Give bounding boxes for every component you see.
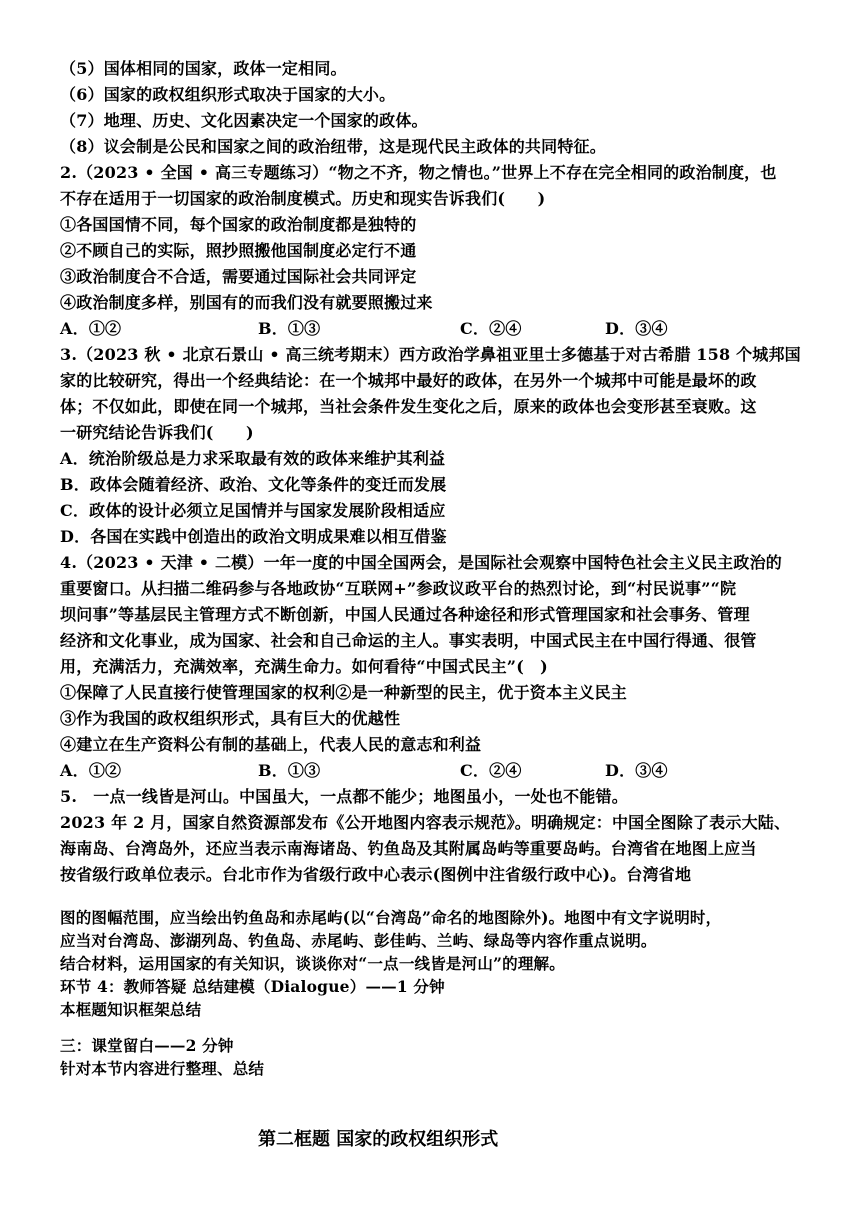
q5-line-6: 应当对台湾岛、澎湖列岛、钓鱼岛、赤尾屿、彭佳屿、兰屿、绿岛等内容作重点说明。: [60, 931, 657, 950]
q5-line-7: 结合材料，运用国家的有关知识，谈谈你对“一点一线皆是河山”的理解。: [60, 954, 565, 973]
link-4-section: [60, 975, 810, 1021]
q4-item-1-2: ①保障了人民直接行使管理国家的权利②是一种新型的民主，优于资本主义民主: [60, 683, 628, 702]
statement-5: （5）国体相同的国家，政体一定相同。: [60, 59, 347, 78]
q5-line-2: 2023 年 2 月，国家自然资源部发布《公开地图内容表示规范》。明确规定：中国全图除了表示大陆、: [60, 813, 791, 832]
q2-stem-line-1: 2.（2023 • 全国 • 高三专题练习）“物之不齐，物之情也。”世界上不存在完全相同的政治制度，也: [60, 163, 777, 182]
q2-option-c: C．②④: [460, 319, 522, 338]
q2-options: [60, 316, 810, 342]
q3-option-b: B．政体会随着经济、政治、文化等条件的变迁而发展: [60, 475, 447, 494]
statement-list: [60, 56, 810, 160]
q4-stem-line-2: 重要窗口。从扫描二维码参与各地政协“互联网+”参政议政平台的热烈讨论，到“村民说事”“院: [60, 579, 737, 598]
q4-option-b: B．①③: [258, 761, 321, 780]
statement-8: （8）议会制是公民和国家之间的政治纽带，这是现代民主政体的共同特征。: [60, 137, 606, 156]
q3-stem-line-4: 一研究结论告诉我们( ): [60, 423, 254, 442]
question-5: [60, 784, 810, 975]
question-3: [60, 342, 810, 550]
q2-item-1: ①各国国情不同，每个国家的政治制度都是独特的: [60, 215, 417, 234]
q5-line-3: 海南岛、台湾岛外，还应当表示南海诸岛、钓鱼岛及其附属岛屿等重要岛屿。台湾省在地图上应当: [60, 839, 757, 858]
q5-line-1: 5. 一点一线皆是河山。中国虽大，一点都不能少；地图虽小，一处也不能错。: [60, 787, 628, 806]
q4-stem-line-5: 用，充满活力，充满效率，充满生命力。如何看待“中国式民主”( ): [60, 657, 548, 676]
document-page: [60, 56, 810, 1080]
q4-option-c: C．②④: [460, 761, 522, 780]
q3-stem-line-3: 体；不仅如此，即使在同一个城邦，当社会条件发生变化之后，原来的政体也会变形甚至衰败。这: [60, 397, 757, 416]
statement-7: （7）地理、历史、文化因素决定一个国家的政体。: [60, 111, 428, 130]
part-3-section: [60, 1034, 810, 1080]
q4-stem-line-1: 4.（2023 • 天津 • 二模）一年一度的中国全国两会，是国际社会观察中国特色社会主义民主政治的: [60, 553, 782, 572]
q3-stem-line-1: 3.（2023 秋 • 北京石景山 • 高三统考期末）西方政治学鼻祖亚里士多德基于对古希腊 158 个城邦国: [60, 345, 801, 364]
q4-item-4: ④建立在生产资料公有制的基础上，代表人民的意志和利益: [60, 735, 482, 754]
q3-stem-line-2: 家的比较研究，得出一个经典结论：在一个城邦中最好的政体，在另外一个城邦中可能是最坏的政: [60, 371, 757, 390]
q5-line-5: 图的图幅范围，应当绘出钓鱼岛和赤尾屿(以“台湾岛”命名的地图除外)。地图中有文字说明时，: [60, 908, 722, 927]
q4-item-3: ③作为我国的政权组织形式，具有巨大的优越性: [60, 709, 401, 728]
part-3-sub: 针对本节内容进行整理、总结: [60, 1059, 265, 1078]
q2-stem-line-2: 不存在适用于一切国家的政治制度模式。历史和现实告诉我们( ): [60, 189, 546, 208]
q5-gap: [60, 888, 810, 906]
q2-option-b: B．①③: [258, 319, 321, 338]
q4-option-a: A．①②: [60, 761, 122, 780]
q4-stem-line-3: 坝问事”等基层民主管理方式不断创新，中国人民通过各种途径和形式管理国家和社会事务、管理: [60, 605, 750, 624]
statement-6: （6）国家的政权组织形式取决于国家的大小。: [60, 85, 396, 104]
q2-option-d: D．③④: [605, 319, 668, 338]
q2-option-a: A．①②: [60, 319, 122, 338]
link-4-sub: 本框题知识框架总结: [60, 1000, 202, 1019]
link-4-title: 环节 4：教师答疑 总结建模（Dialogue）——1 分钟: [60, 977, 445, 996]
q2-item-2: ②不顾自己的实际，照抄照搬他国制度必定行不通: [60, 241, 417, 260]
q2-item-3: ③政治制度合不合适，需要通过国际社会共同评定: [60, 267, 417, 286]
question-4: [60, 550, 810, 784]
question-2: [60, 160, 810, 342]
q3-option-d: D．各国在实践中创造出的政治文明成果难以相互借鉴: [60, 527, 447, 546]
q2-item-4: ④政治制度多样，别国有的而我们没有就要照搬过来: [60, 293, 433, 312]
q3-option-c: C．政体的设计必须立足国情并与国家发展阶段相适应: [60, 501, 446, 520]
q5-line-4: 按省级行政单位表示。台北市作为省级行政中心表示(图例中注省级行政中心)。台湾省地: [60, 865, 692, 884]
q4-options: [60, 758, 810, 784]
section-title: 第二框题 国家的政权组织形式: [258, 1129, 499, 1150]
q4-stem-line-4: 经济和文化事业，成为国家、社会和自己命运的主人。事实表明，中国式民主在中国行得通、很管: [60, 631, 757, 650]
part-3-title: 三：课堂留白——2 分钟: [60, 1036, 234, 1055]
spacer: [60, 1021, 810, 1034]
q4-option-d: D．③④: [605, 761, 668, 780]
q3-option-a: A．统治阶级总是力求采取最有效的政体来维护其利益: [60, 449, 446, 468]
